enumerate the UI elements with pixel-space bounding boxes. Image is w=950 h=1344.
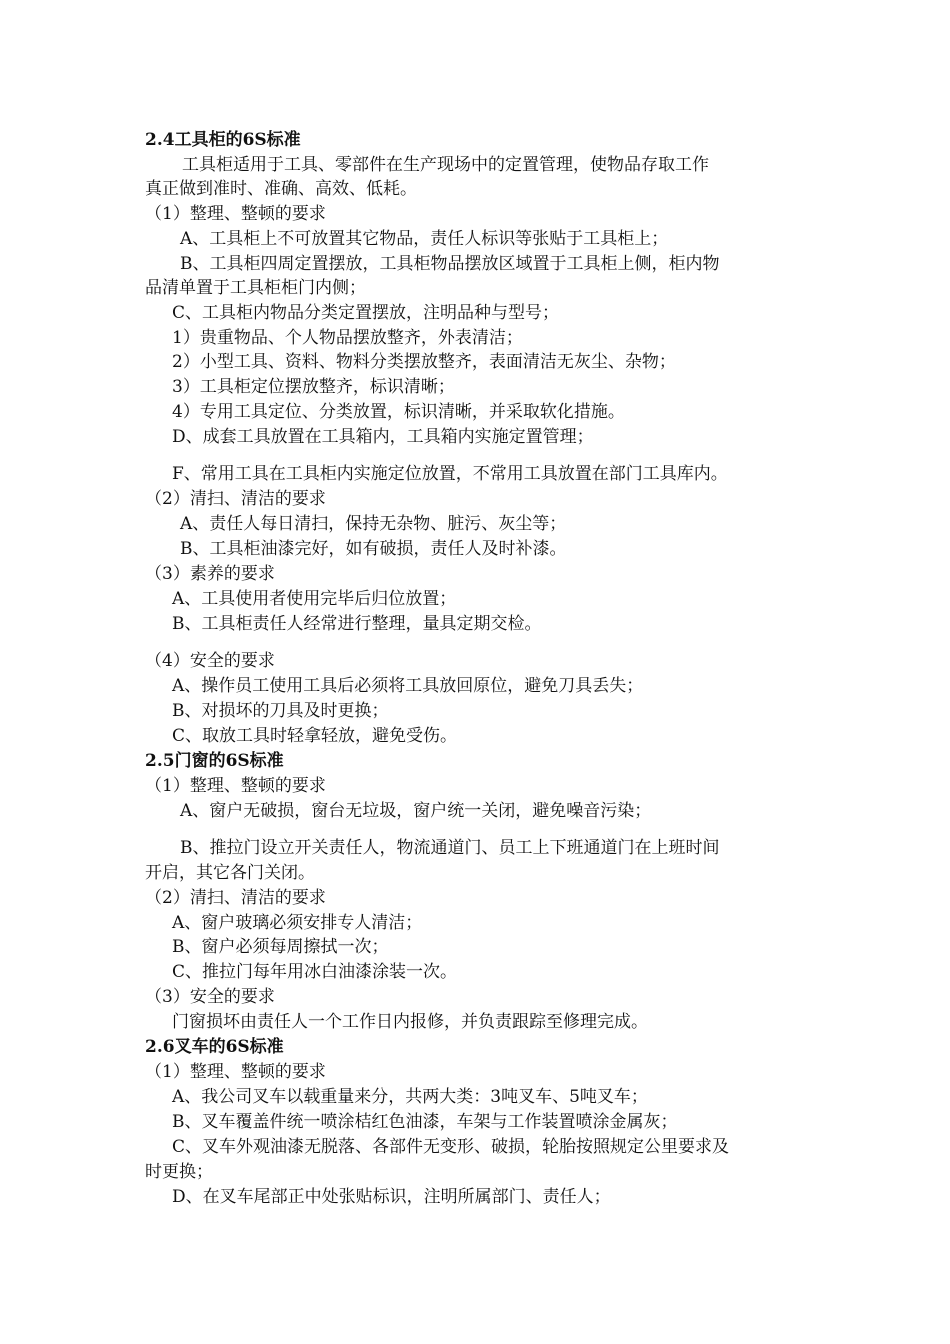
- section-title-2-6: 2.6叉车的6S标准: [145, 1037, 284, 1057]
- subheading: （3）素养的要求: [145, 564, 275, 584]
- paragraph-line: B、对损坏的刀具及时更换；: [172, 701, 389, 721]
- paragraph-line: C、推拉门每年用冰白油漆涂装一次。: [172, 962, 458, 982]
- subheading: （1）整理、整顿的要求: [145, 1062, 326, 1082]
- intro-line-1: 工具柜适用于工具、零部件在生产现场中的定置管理，使物品存取工作: [182, 155, 709, 175]
- paragraph-line: B、推拉门设立开关责任人，物流通道门、员工上下班通道门在上班时间: [180, 838, 720, 858]
- paragraph-line: B、工具柜油漆完好，如有破损，责任人及时补漆。: [180, 539, 567, 559]
- subheading: （1）整理、整顿的要求: [145, 776, 326, 796]
- subheading: （2）清扫、清洁的要求: [145, 888, 326, 908]
- paragraph-line: A、操作员工使用工具后必须将工具放回原位，避免刀具丢失；: [172, 676, 644, 696]
- paragraph-line: 开启，其它各门关闭。: [145, 863, 315, 883]
- subheading: （3）安全的要求: [145, 987, 275, 1007]
- paragraph-line: 门窗损坏由责任人一个工作日内报修，并负责跟踪至修理完成。: [172, 1012, 648, 1032]
- paragraph-line: D、成套工具放置在工具箱内，工具箱内实施定置管理；: [172, 427, 594, 447]
- subheading: （1）整理、整顿的要求: [145, 204, 326, 224]
- paragraph-line: A、工具使用者使用完毕后归位放置；: [172, 589, 457, 609]
- subheading: （2）清扫、清洁的要求: [145, 489, 326, 509]
- paragraph-line: B、工具柜四周定置摆放，工具柜物品摆放区域置于工具柜上侧，柜内物: [180, 254, 720, 274]
- list-item: 3）工具柜定位摆放整齐，标识清晰；: [172, 377, 455, 397]
- subheading: （4）安全的要求: [145, 651, 275, 671]
- paragraph-line: 品清单置于工具柜柜门内侧；: [145, 278, 366, 298]
- list-item: 2）小型工具、资料、物料分类摆放整齐，表面清洁无灰尘、杂物；: [172, 352, 676, 372]
- list-item: 1）贵重物品、个人物品摆放整齐，外表清洁；: [172, 328, 523, 348]
- paragraph-line: A、窗户玻璃必须安排专人清洁；: [172, 913, 423, 933]
- paragraph-line: A、责任人每日清扫，保持无杂物、脏污、灰尘等；: [180, 514, 567, 534]
- paragraph-line: C、叉车外观油漆无脱落、各部件无变形、破损，轮胎按照规定公里要求及: [172, 1137, 730, 1157]
- paragraph-line: B、工具柜责任人经常进行整理，量具定期交检。: [172, 614, 542, 634]
- paragraph-line: A、窗户无破损，窗台无垃圾，窗户统一关闭，避免噪音污染；: [180, 801, 652, 821]
- paragraph-line: 时更换；: [145, 1162, 213, 1182]
- paragraph-line: F、常用工具在工具柜内实施定位放置，不常用工具放置在部门工具库内。: [172, 464, 728, 484]
- paragraph-line: A、我公司叉车以载重量来分，共两大类：3吨叉车、5吨叉车；: [172, 1087, 648, 1107]
- paragraph-line: A、工具柜上不可放置其它物品，责任人标识等张贴于工具柜上；: [180, 229, 669, 249]
- list-item: 4）专用工具定位、分类放置，标识清晰，并采取软化措施。: [172, 402, 625, 422]
- paragraph-line: B、叉车覆盖件统一喷涂桔红色油漆，车架与工作装置喷涂金属灰；: [172, 1112, 678, 1132]
- paragraph-line: C、取放工具时轻拿轻放，避免受伤。: [172, 726, 458, 746]
- paragraph-line: D、在叉车尾部正中处张贴标识，注明所属部门、责任人；: [172, 1187, 611, 1207]
- paragraph-line: C、工具柜内物品分类定置摆放，注明品种与型号；: [172, 303, 560, 323]
- section-title-2-5: 2.5门窗的6S标准: [145, 751, 284, 771]
- intro-line-2: 真正做到准时、准确、高效、低耗。: [145, 179, 417, 199]
- section-title-2-4: 2.4工具柜的6S标准: [145, 130, 301, 150]
- paragraph-line: B、窗户必须每周擦拭一次；: [172, 937, 389, 957]
